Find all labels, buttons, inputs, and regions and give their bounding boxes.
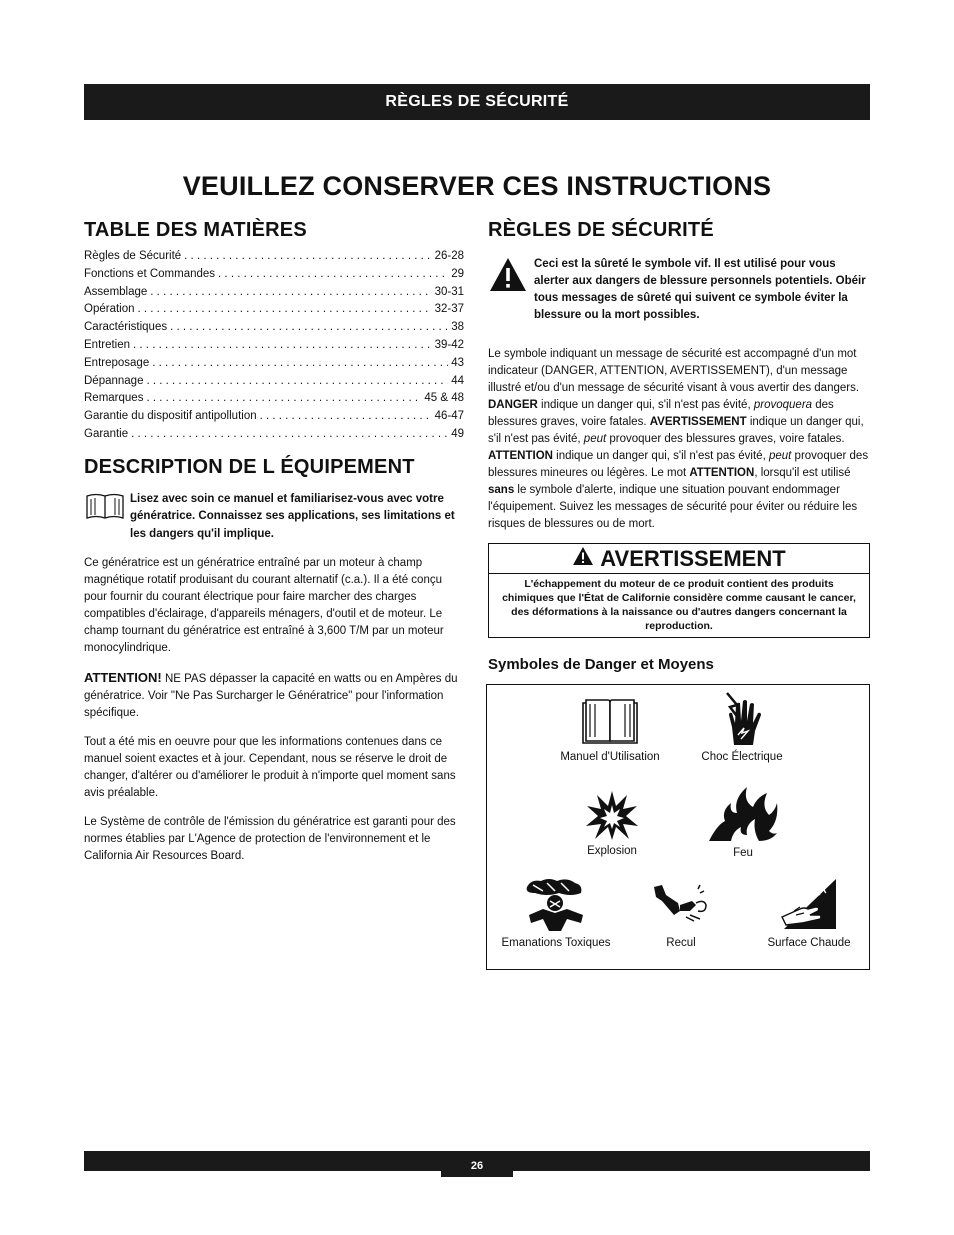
toc-label: Garantie du dispositif antipollution xyxy=(84,410,257,423)
safety-italic-2: peut xyxy=(583,433,607,445)
attention-text: NE PAS dépasser la capacité en watts ou en Ampères du génératrice. Voir "Ne Pas Surcharger le Génératrice" pour l'information spécifique. xyxy=(84,673,458,720)
safety-title: RÈGLES DE SÉCURITÉ xyxy=(488,219,714,241)
book-icon xyxy=(84,491,128,521)
toc-row xyxy=(84,373,464,391)
symbol-hot-surface-label: Surface Chaude xyxy=(767,937,851,949)
toc-label: Entretien xyxy=(84,338,131,351)
safety-text-7: provoquer des blessures mineures ou légères. Le mot xyxy=(488,450,869,479)
description-title: DESCRIPTION DE L ÉQUIPEMENT xyxy=(84,455,415,478)
toc-page: 32-37 xyxy=(434,303,464,316)
toc-page: 49 xyxy=(451,427,464,440)
manual-icon xyxy=(580,697,640,747)
toc-page: 43 xyxy=(451,356,464,369)
warning-box-triangle-icon xyxy=(572,546,594,571)
warning-triangle-icon xyxy=(488,256,534,324)
safety-italic-3: peut xyxy=(768,450,792,462)
table-of-contents xyxy=(84,248,464,444)
toc-row xyxy=(84,266,464,284)
explosion-icon xyxy=(585,789,639,841)
header-bar xyxy=(84,84,870,120)
recoil-icon xyxy=(650,881,712,933)
toc-leader-dots xyxy=(152,355,448,373)
symbol-recoil xyxy=(637,881,725,949)
warning-box-text: L'échappement du moteur de ce produit contient des produits chimiques que l'État de Californie considère comme causant le cancer, des déformations à la naissance ou d'autres dangers concernant la reproduction. xyxy=(502,578,856,632)
toc-page: 38 xyxy=(451,321,464,334)
toc-leader-dots xyxy=(138,301,432,319)
attention-paragraph xyxy=(84,669,464,722)
toc-label: Assemblage xyxy=(84,285,148,298)
symbol-manual xyxy=(545,697,675,763)
toc-page: 45 & 48 xyxy=(424,392,464,405)
symbol-fumes-label: Emanations Toxiques xyxy=(501,937,611,949)
toc-row xyxy=(84,355,464,373)
symbol-shock xyxy=(683,691,801,763)
left-column xyxy=(84,219,464,865)
toc-label: Entreposage xyxy=(84,356,150,369)
main-title: VEUILLEZ CONSERVER CES INSTRUCTIONS xyxy=(182,171,772,201)
toc-label: Fonctions et Commandes xyxy=(84,267,216,280)
page-number: 26 xyxy=(441,1151,513,1177)
warning-box-header xyxy=(489,544,869,574)
description-paragraph-3: Tout a été mis en oeuvre pour que les informations contenues dans ce manuel soient exactes et à jour. Cependant, nous se réserve le droit de changer, d'altérer ou d'améliorer le produit à n'importe quel moment sans avis préalable. xyxy=(84,736,456,800)
safety-text-3: des blessures graves, voire fatales. xyxy=(488,399,834,428)
warning-box xyxy=(488,543,870,638)
toc-page: 39-42 xyxy=(434,338,464,351)
toc-row xyxy=(84,408,464,426)
toc-row xyxy=(84,319,464,337)
symbol-manual-label: Manuel d'Utilisation xyxy=(560,751,660,763)
fire-icon xyxy=(707,785,779,843)
toc-leader-dots xyxy=(133,337,432,355)
toc-title: TABLE DES MATIÈRES xyxy=(84,219,307,241)
toc-leader-dots xyxy=(150,284,431,302)
toc-page: 46-47 xyxy=(434,410,464,423)
safety-alert-note xyxy=(488,256,870,324)
warning-word: AVERTISSEMENT xyxy=(649,416,747,428)
symbol-fire-label: Feu xyxy=(733,847,753,859)
safety-text-9: le symbole d'alerte, indique une situation pouvant endommager l'équipement. Suivez les messages de sécurité pour éviter ou réduire les risques de blessures ou de mort. xyxy=(488,484,858,530)
safety-text-1: Le symbole indiquant un message de sécurité est accompagné d'un mot indicateur (DANGER, ATTENTION, AVERTISSEMENT), d'un message illustré et/ou d'un message de sécurité visant à vous avertir des dangers. xyxy=(488,348,860,394)
toc-row xyxy=(84,301,464,319)
toc-page: 29 xyxy=(451,267,464,280)
symbol-explosion xyxy=(562,789,662,857)
toc-page: 44 xyxy=(451,374,464,387)
caution-word: ATTENTION xyxy=(488,450,553,462)
symbol-explosion-label: Explosion xyxy=(587,845,637,857)
safety-italic-1: provoquera xyxy=(753,399,813,411)
hazard-symbols-panel xyxy=(486,684,870,970)
attention-label: ATTENTION! xyxy=(84,670,162,686)
toc-label: Opération xyxy=(84,303,135,316)
description-paragraph-1: Ce génératrice est un génératrice entraîné par un moteur à champ magnétique rotatif produisant du courant alternatif (c.a.). Il a été conçu pour fournir du courant électrique pour faire marcher des charges compatibles d'éclairage, d'appareils ménagers, d'outil et de moteur. Le champ tournant du génératrice est entraîné à 3,600 T/M par un moteur monocylindrique. xyxy=(84,557,444,655)
symbols-title: Symboles de Danger et Moyens xyxy=(488,656,714,673)
header-title: RÈGLES DE SÉCURITÉ xyxy=(385,93,569,110)
warning-box-title: AVERTISSEMENT xyxy=(600,545,786,571)
toc-label: Remarques xyxy=(84,392,144,405)
safety-paragraph xyxy=(488,346,870,533)
toc-leader-dots xyxy=(146,373,448,391)
caution-word-2: ATTENTION xyxy=(689,467,755,479)
toc-leader-dots xyxy=(146,390,421,408)
toc-row xyxy=(84,390,464,408)
toc-label: Garantie xyxy=(84,427,129,440)
safety-text-5: provoquer des blessures graves, voire fatales. xyxy=(606,433,845,445)
electric-shock-icon xyxy=(717,691,767,747)
toc-label: Caractéristiques xyxy=(84,321,168,334)
symbol-shock-label: Choc Électrique xyxy=(701,751,783,763)
toc-leader-dots xyxy=(218,266,448,284)
toc-label: Dépannage xyxy=(84,374,144,387)
without-word: sans xyxy=(488,484,515,496)
safety-text-6: indique un danger qui, s'il n'est pas évité, xyxy=(552,450,769,462)
right-column xyxy=(488,219,870,970)
toxic-fumes-icon xyxy=(521,877,591,933)
hot-surface-icon xyxy=(780,877,838,933)
toc-row xyxy=(84,284,464,302)
toc-row xyxy=(84,337,464,355)
safety-text-2: indique un danger qui, s'il n'est pas évité, xyxy=(537,399,754,411)
toc-page: 30-31 xyxy=(434,285,464,298)
read-manual-text: Lisez avec soin ce manuel et familiarisez-vous avec votre génératrice. Connaissez ses applications, ses limitations et les dangers qu'il implique. xyxy=(130,492,455,540)
toc-leader-dots xyxy=(170,319,448,337)
toc-row xyxy=(84,248,464,266)
toc-label: Règles de Sécurité xyxy=(84,250,182,262)
toc-leader-dots xyxy=(260,408,432,426)
symbol-fire xyxy=(695,785,791,859)
symbol-recoil-label: Recul xyxy=(666,937,696,949)
danger-word: DANGER xyxy=(488,399,538,411)
description-paragraph-4: Le Système de contrôle de l'émission du génératrice est garanti pour des normes établies par L'Agence de protection de l'environnement et le California Air Resources Board. xyxy=(84,816,456,863)
symbol-hot-surface xyxy=(757,877,861,949)
toc-row xyxy=(84,426,464,444)
read-manual-note xyxy=(84,491,464,544)
safety-text-8: , lorsqu'il est utilisé xyxy=(754,467,851,479)
toc-page: 26-28 xyxy=(434,250,464,262)
toc-leader-dots xyxy=(184,248,431,266)
symbol-fumes xyxy=(491,877,621,949)
safety-text-4: indique un danger qui, s'il n'est pas évité, xyxy=(488,416,864,445)
toc-leader-dots xyxy=(131,426,448,444)
safety-alert-text: Ceci est la sûreté le symbole vif. Il est utilisé pour vous alerter aux dangers de blessure personnels potentiels. Obéir tous messages de sûreté qui suivent ce symbole éviter la blessure ou la mort possibles. xyxy=(534,258,866,321)
